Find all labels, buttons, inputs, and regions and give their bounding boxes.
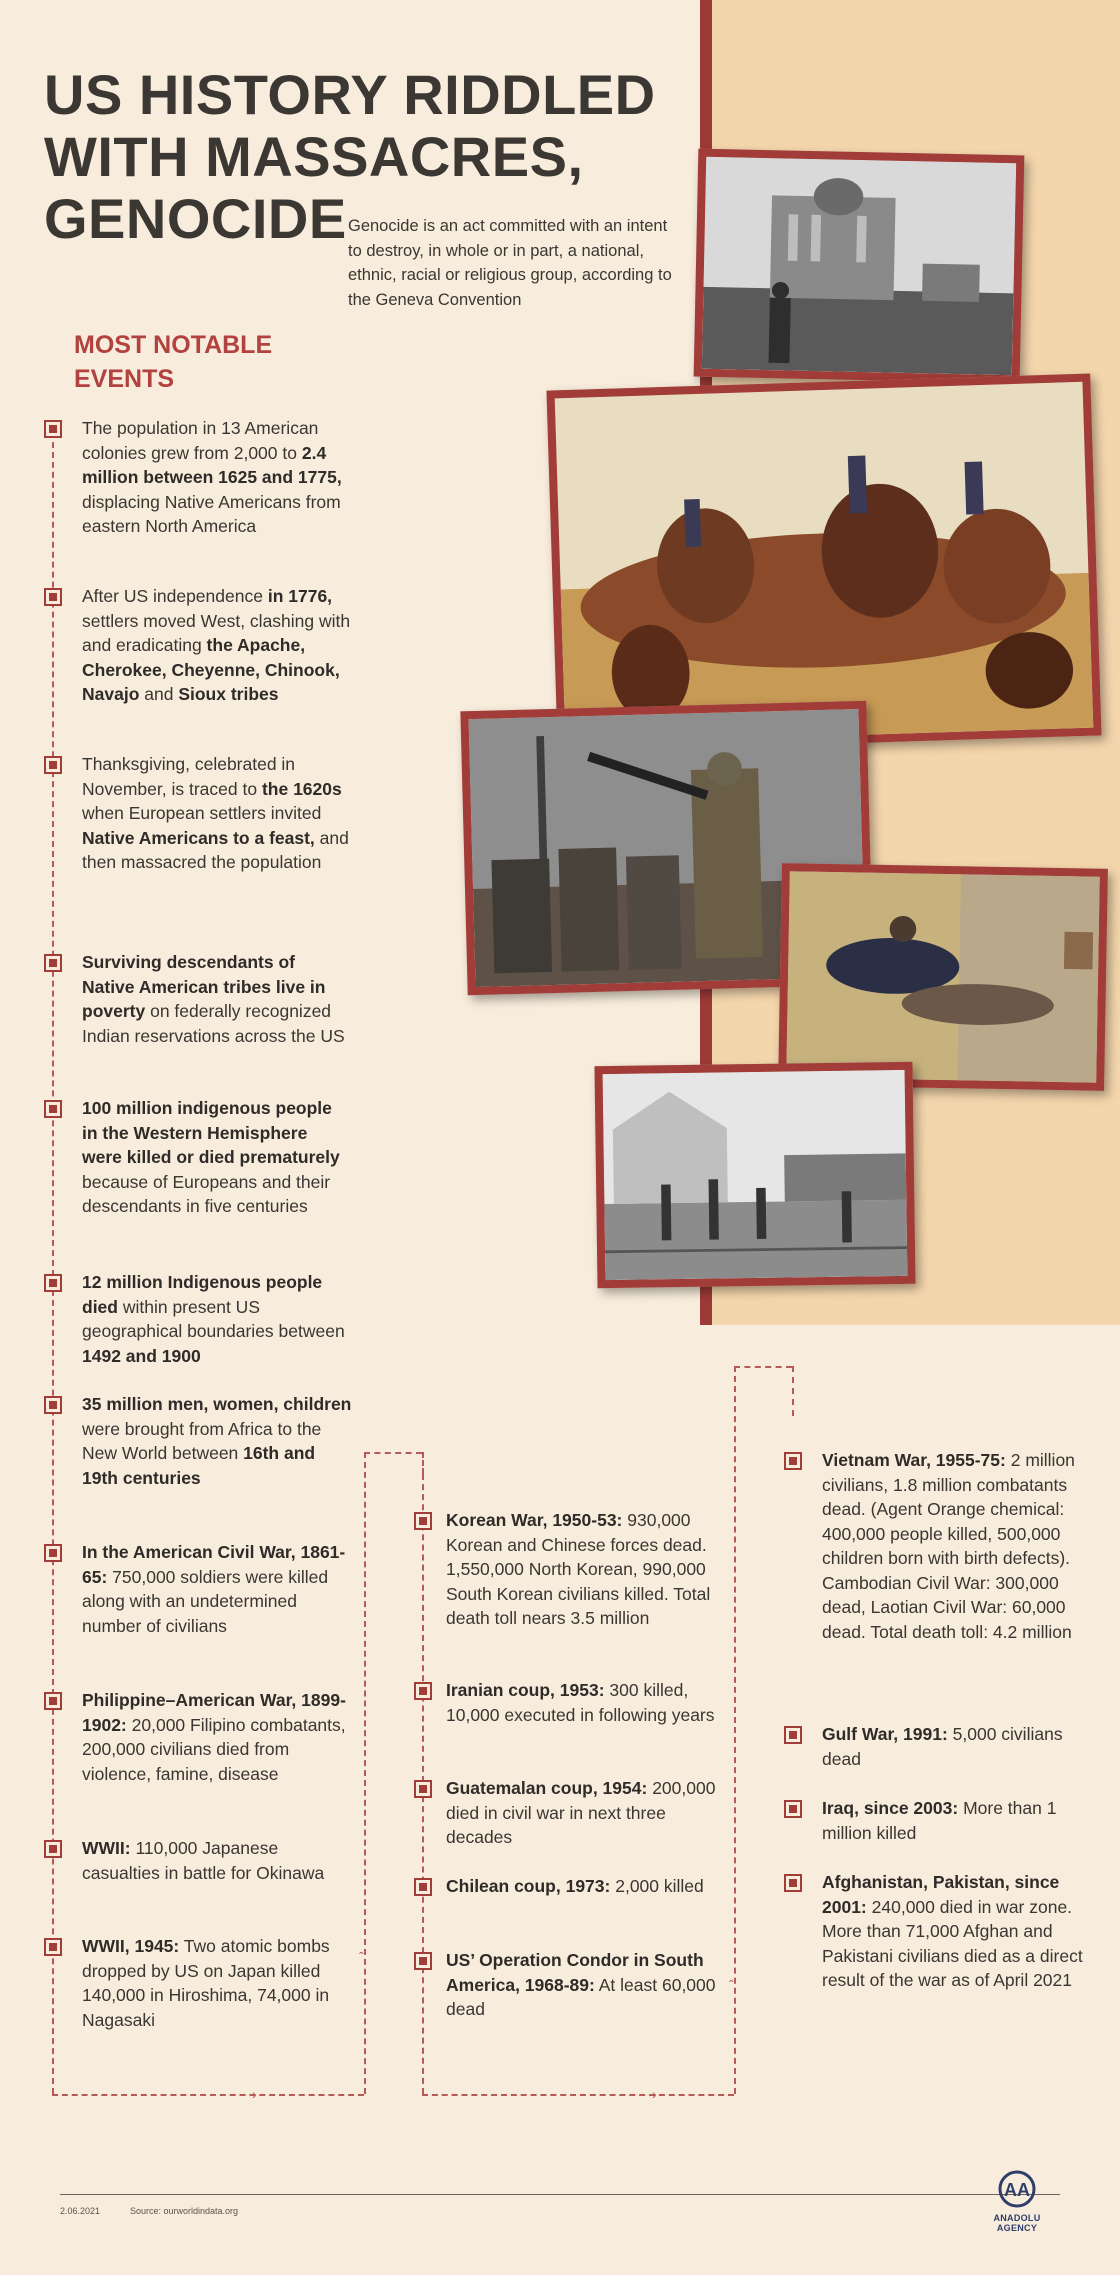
event-text: 200,000 died in civil war in next three decades bbox=[446, 1778, 716, 1847]
event-text: 300 killed, 10,000 executed in following years bbox=[446, 1680, 715, 1725]
arrow-icon: ˆ bbox=[729, 1977, 734, 1993]
square-bullet-icon bbox=[414, 1952, 432, 1970]
event-text: were brought from Africa to the New World between bbox=[82, 1418, 322, 1463]
timeline-dashed-top-col3 bbox=[734, 1366, 792, 1368]
event-text: 20,000 Filipino combatants, 200,000 civilians died from violence, famine, disease bbox=[82, 1714, 346, 1784]
event-text: 110,000 Japanese casualties in battle for Okinawa bbox=[82, 1838, 325, 1883]
event-bold-text: 35 million men, women, children bbox=[82, 1394, 352, 1414]
event-item bbox=[822, 1722, 1092, 1771]
section-heading bbox=[74, 328, 314, 396]
photo-bodies-in-field bbox=[778, 863, 1108, 1091]
event-text: on federally recognized Indian reservations across the US bbox=[82, 1001, 345, 1046]
event-bold-text: 16th and 19th centuries bbox=[82, 1443, 316, 1488]
square-bullet-icon bbox=[44, 588, 62, 606]
event-text: 2,000 killed bbox=[610, 1876, 704, 1896]
event-item bbox=[82, 1096, 352, 1219]
event-bold-text: Iraq, since 2003: bbox=[822, 1798, 959, 1818]
square-bullet-icon bbox=[44, 1544, 62, 1562]
square-bullet-icon bbox=[414, 1878, 432, 1896]
event-bold-text: Chilean coup, 1973: bbox=[446, 1876, 611, 1896]
event-text: 930,000 Korean and Chinese forces dead. 1,550,000 North Korean, 990,000 South Korean civilians killed. Total death toll nears 3.5 million bbox=[446, 1510, 711, 1628]
event-text: settlers moved West, clashing with and eradicating bbox=[82, 610, 351, 655]
event-item bbox=[82, 416, 352, 539]
timeline-dashed-bottom-col1 bbox=[52, 2094, 364, 2096]
event-bold-text: Gulf War, 1991: bbox=[822, 1724, 948, 1744]
event-item bbox=[446, 1678, 716, 1727]
timeline-dashed-up-col2 bbox=[734, 1366, 736, 2094]
arrow-icon: › bbox=[252, 2086, 257, 2102]
event-text: and bbox=[139, 684, 179, 704]
photo-native-battle-painting bbox=[546, 374, 1101, 753]
square-bullet-icon bbox=[44, 954, 62, 972]
footer-source: Source: ourworldindata.org bbox=[130, 2206, 239, 2216]
event-text: within present US geographical boundaries between bbox=[82, 1296, 345, 1341]
section-heading-line-1: MOST NOTABLE bbox=[74, 331, 273, 359]
event-bold-text: Surviving descendants of Native American tribes live in poverty bbox=[82, 952, 326, 1021]
event-text: After US independence bbox=[82, 586, 268, 606]
square-bullet-icon bbox=[44, 1840, 62, 1858]
square-bullet-icon bbox=[44, 756, 62, 774]
event-text: displacing Native Americans from eastern North America bbox=[82, 491, 341, 536]
event-bold-text: US’ Operation Condor in South America, 1968-89: bbox=[446, 1950, 704, 1995]
event-bold-text: the Apache, Cherokee, Cheyenne, Chinook, Navajo bbox=[82, 635, 340, 704]
event-item bbox=[822, 1448, 1092, 1644]
square-bullet-icon bbox=[44, 1274, 62, 1292]
event-item bbox=[82, 752, 352, 875]
event-bold-text: 12 million Indigenous people died bbox=[82, 1272, 323, 1317]
event-bold-text: 1492 and 1900 bbox=[82, 1345, 201, 1366]
square-bullet-icon bbox=[414, 1780, 432, 1798]
square-bullet-icon bbox=[414, 1682, 432, 1700]
event-text: At least 60,000 dead bbox=[446, 1974, 716, 2019]
timeline-dashed-down-col2 bbox=[422, 1452, 424, 1474]
event-item bbox=[82, 1934, 352, 2032]
square-bullet-icon bbox=[784, 1874, 802, 1892]
event-item bbox=[822, 1796, 1092, 1845]
event-item bbox=[446, 1508, 716, 1631]
event-text: 2 million civilians, 1.8 million combatants dead. (Agent Orange chemical: 400,000 people killed, 500,000 children born with birth defects). Cambodian Civil War: 300,000 dead, Laotian Civil War: 60,000 dead. Total death toll: 4.2 million bbox=[822, 1450, 1075, 1642]
event-item bbox=[446, 1948, 716, 2022]
title-line-3: GENOCIDE bbox=[44, 187, 347, 250]
event-item bbox=[82, 584, 352, 707]
event-text: and then massacred the population bbox=[82, 827, 349, 872]
logo-name: ANADOLU AGENCY bbox=[993, 2213, 1041, 2233]
footer-date: 2.06.2021 bbox=[60, 2206, 101, 2216]
event-bold-text: Korean War, 1950-53: bbox=[446, 1510, 623, 1530]
event-item bbox=[82, 1836, 352, 1885]
event-text: 750,000 soldiers were killed along with an undetermined number of civilians bbox=[82, 1566, 329, 1636]
event-bold-text: Philippine–American War, 1899-1902: bbox=[82, 1690, 346, 1735]
event-bold-text: the 1620s bbox=[261, 778, 342, 799]
photo-concentration-camp bbox=[594, 1062, 915, 1288]
event-text: More than 1 million killed bbox=[822, 1798, 1057, 1843]
event-item bbox=[82, 1540, 352, 1638]
square-bullet-icon bbox=[784, 1726, 802, 1744]
square-bullet-icon bbox=[44, 1692, 62, 1710]
section-heading-line-2: EVENTS bbox=[74, 365, 175, 393]
event-bold-text: Afghanistan, Pakistan, since 2001: bbox=[822, 1872, 1060, 1917]
event-text: Thanksgiving, celebrated in November, is traced to bbox=[82, 754, 296, 799]
event-bold-text: Guatemalan coup, 1954: bbox=[446, 1778, 648, 1798]
event-text: 5,000 civilians dead bbox=[822, 1724, 1063, 1769]
anadolu-logo-icon bbox=[992, 2170, 1042, 2208]
event-bold-text: Sioux tribes bbox=[178, 684, 279, 704]
timeline-dashed-top-col2 bbox=[364, 1452, 422, 1454]
timeline-dashed-line-col3 bbox=[792, 1366, 794, 1416]
event-bold-text: Iranian coup, 1953: bbox=[446, 1680, 605, 1700]
title-line-1: US HISTORY RIDDLED bbox=[44, 63, 656, 126]
event-bold-text: Native Americans to a feast, bbox=[82, 827, 315, 848]
event-bold-text: WWII, 1945: bbox=[82, 1936, 180, 1956]
event-text: 240,000 died in war zone. More than 71,000 Afghan and Pakistani civilians died as a direct result of the war as of April 2021 bbox=[822, 1896, 1083, 1990]
event-bold-text: in 1776, bbox=[267, 586, 333, 606]
event-bold-text: Vietnam War, 1955-75: bbox=[822, 1450, 1006, 1470]
timeline-dashed-up-col1 bbox=[364, 1452, 366, 2094]
event-bold-text: In the American Civil War, 1861-65: bbox=[82, 1542, 346, 1587]
event-item bbox=[82, 1392, 352, 1490]
event-item bbox=[82, 1688, 352, 1786]
photo-hiroshima-ruins bbox=[694, 149, 1025, 384]
footer-divider bbox=[60, 2194, 1060, 2195]
event-text: when European settlers invited bbox=[82, 803, 322, 823]
square-bullet-icon bbox=[44, 1100, 62, 1118]
event-item bbox=[446, 1874, 716, 1899]
event-item bbox=[822, 1870, 1092, 1993]
event-item bbox=[82, 1270, 352, 1368]
square-bullet-icon bbox=[44, 1938, 62, 1956]
square-bullet-icon bbox=[784, 1800, 802, 1818]
arrow-icon: › bbox=[652, 2086, 657, 2102]
timeline-dashed-bottom-col2 bbox=[422, 2094, 734, 2096]
event-text: because of Europeans and their descendants in five centuries bbox=[82, 1171, 331, 1216]
subtitle: Genocide is an act committed with an intent to destroy, in whole or in part, a national, ethnic, racial or religious group, according to the Geneva Convention bbox=[348, 217, 672, 309]
anadolu-logo bbox=[982, 2170, 1052, 2233]
square-bullet-icon bbox=[44, 420, 62, 438]
title-line-2: WITH MASSACRES, bbox=[44, 125, 584, 188]
event-text: Two atomic bombs dropped by US on Japan killed 140,000 in Hiroshima, 74,000 in Nagasaki bbox=[82, 1936, 330, 2030]
logo-mark: AA bbox=[1004, 2180, 1030, 2200]
event-item bbox=[446, 1776, 716, 1850]
square-bullet-icon bbox=[784, 1452, 802, 1470]
event-bold-text: WWII: bbox=[82, 1838, 131, 1858]
event-text: The population in 13 American colonies grew from 2,000 to bbox=[82, 418, 319, 463]
square-bullet-icon bbox=[44, 1396, 62, 1414]
event-bold-text: 100 million indigenous people in the Western Hemisphere were killed or died prematurely bbox=[82, 1098, 340, 1167]
event-item bbox=[82, 950, 352, 1048]
arrow-icon: ˆ bbox=[359, 1949, 364, 1965]
square-bullet-icon bbox=[414, 1512, 432, 1530]
event-bold-text: 2.4 million between 1625 and 1775, bbox=[82, 442, 342, 487]
